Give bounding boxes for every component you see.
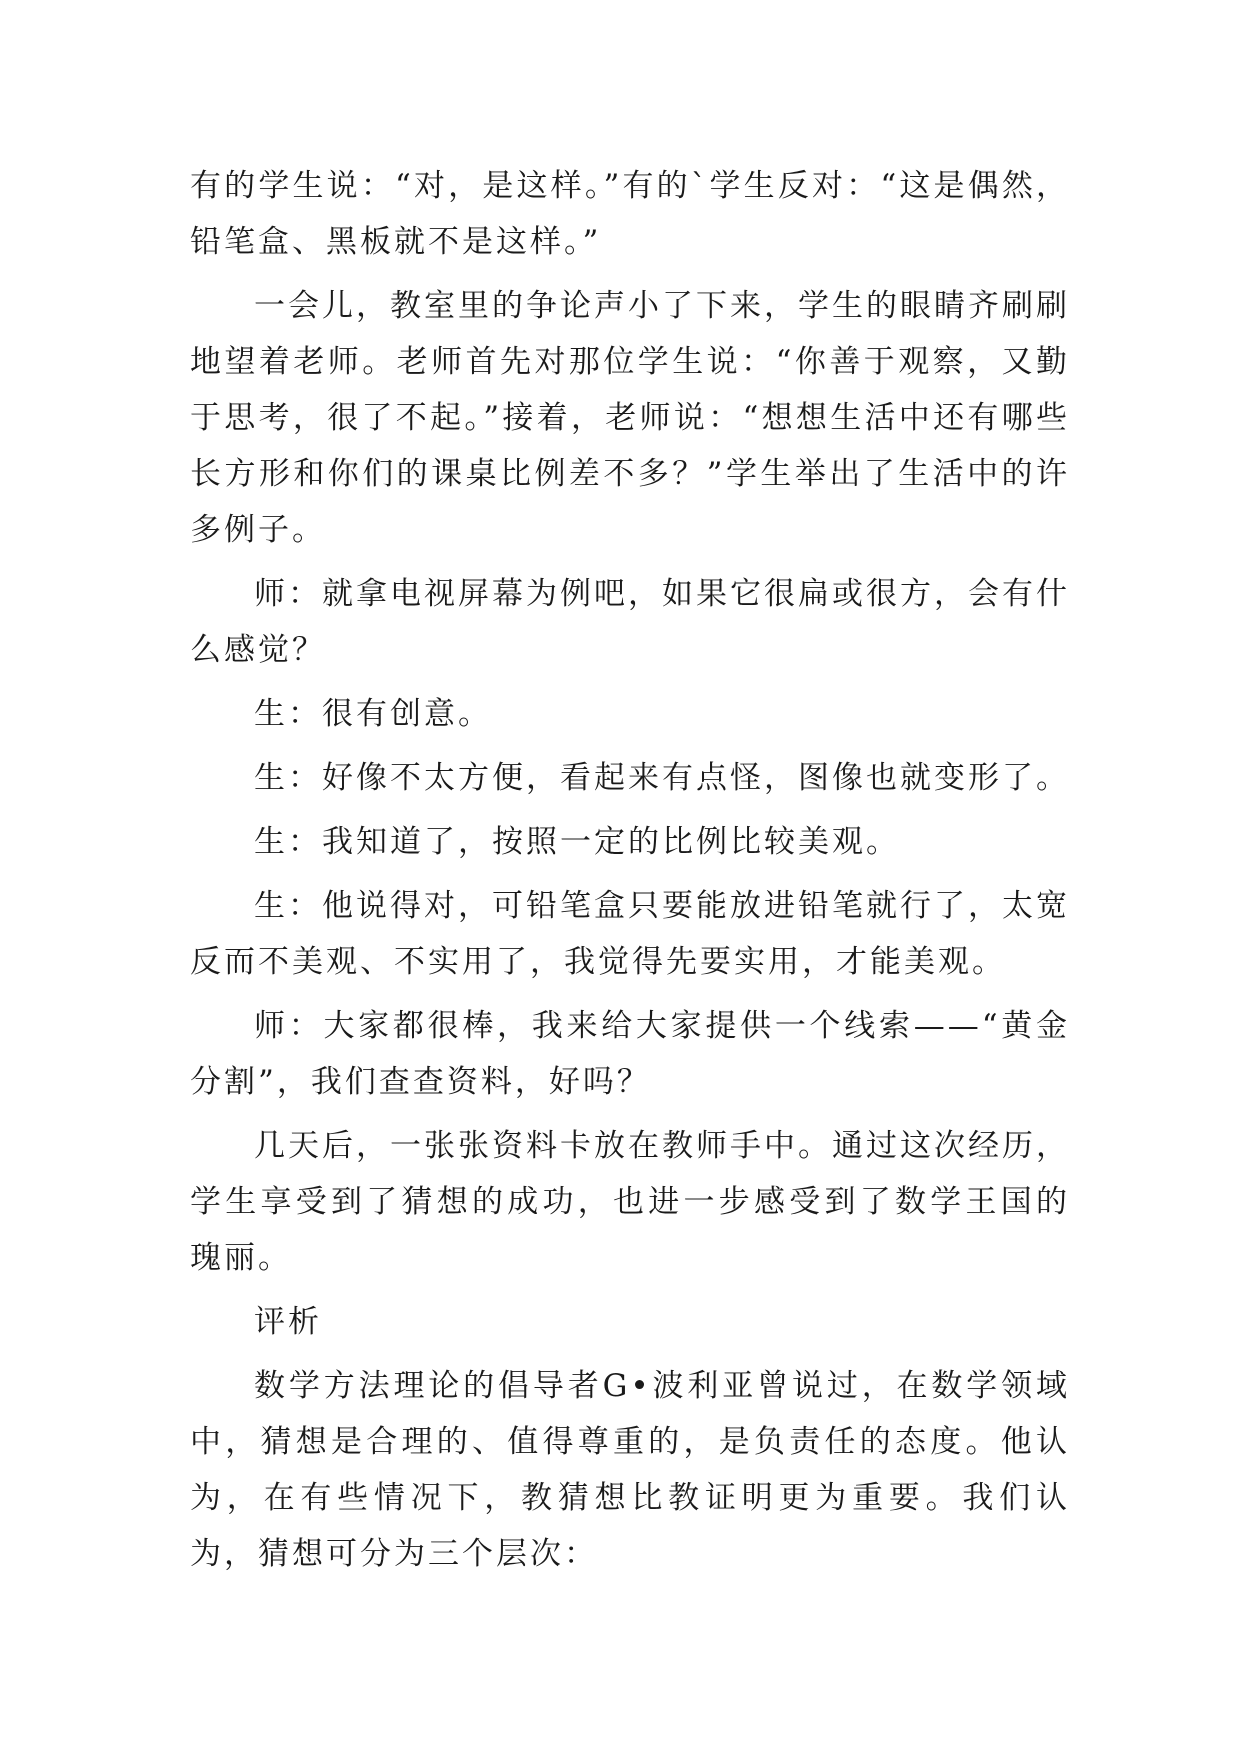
paragraph-2: 一会儿，教室里的争论声小了下来，学生的眼睛齐刷刷地望着老师。老师首先对那位学生说：“你善于观察，又勤于思考，很了不起。”接着，老师说：“想想生活中还有哪些长方形和你们的课桌比例差不多？”学生举出了生活中的许多例子。	[190, 288, 1070, 548]
paragraph-1: 有的学生说：“对，是这样。”有的`学生反对：“这是偶然，铅笔盒、黑板就不是这样。”	[190, 168, 1070, 260]
paragraph-3: 师：就拿电视屏幕为例吧，如果它很扁或很方，会有什么感觉？	[190, 576, 1070, 668]
paragraph-8: 师：大家都很棒，我来给大家提供一个线索——“黄金分割”，我们查查资料，好吗？	[190, 1008, 1070, 1100]
paragraph-4: 生：很有创意。	[254, 696, 492, 732]
document-body	[190, 158, 1070, 1590]
paragraph-5: 生：好像不太方便，看起来有点怪，图像也就变形了。	[254, 760, 1070, 796]
paragraph-7: 生：他说得对，可铅笔盒只要能放进铅笔就行了，太宽反而不美观、不实用了，我觉得先要实用，才能美观。	[190, 888, 1070, 980]
section-heading-analysis: 评析	[254, 1304, 322, 1340]
paragraph-6: 生：我知道了，按照一定的比例比较美观。	[254, 824, 900, 860]
paragraph-10: 数学方法理论的倡导者G•波利亚曾说过，在数学领域中，猜想是合理的、值得尊重的，是负责任的态度。他认为，在有些情况下，教猜想比教证明更为重要。我们认为，猜想可分为三个层次：	[190, 1368, 1070, 1572]
paragraph-9: 几天后，一张张资料卡放在教师手中。通过这次经历，学生享受到了猜想的成功，也进一步感受到了数学王国的瑰丽。	[190, 1128, 1070, 1276]
